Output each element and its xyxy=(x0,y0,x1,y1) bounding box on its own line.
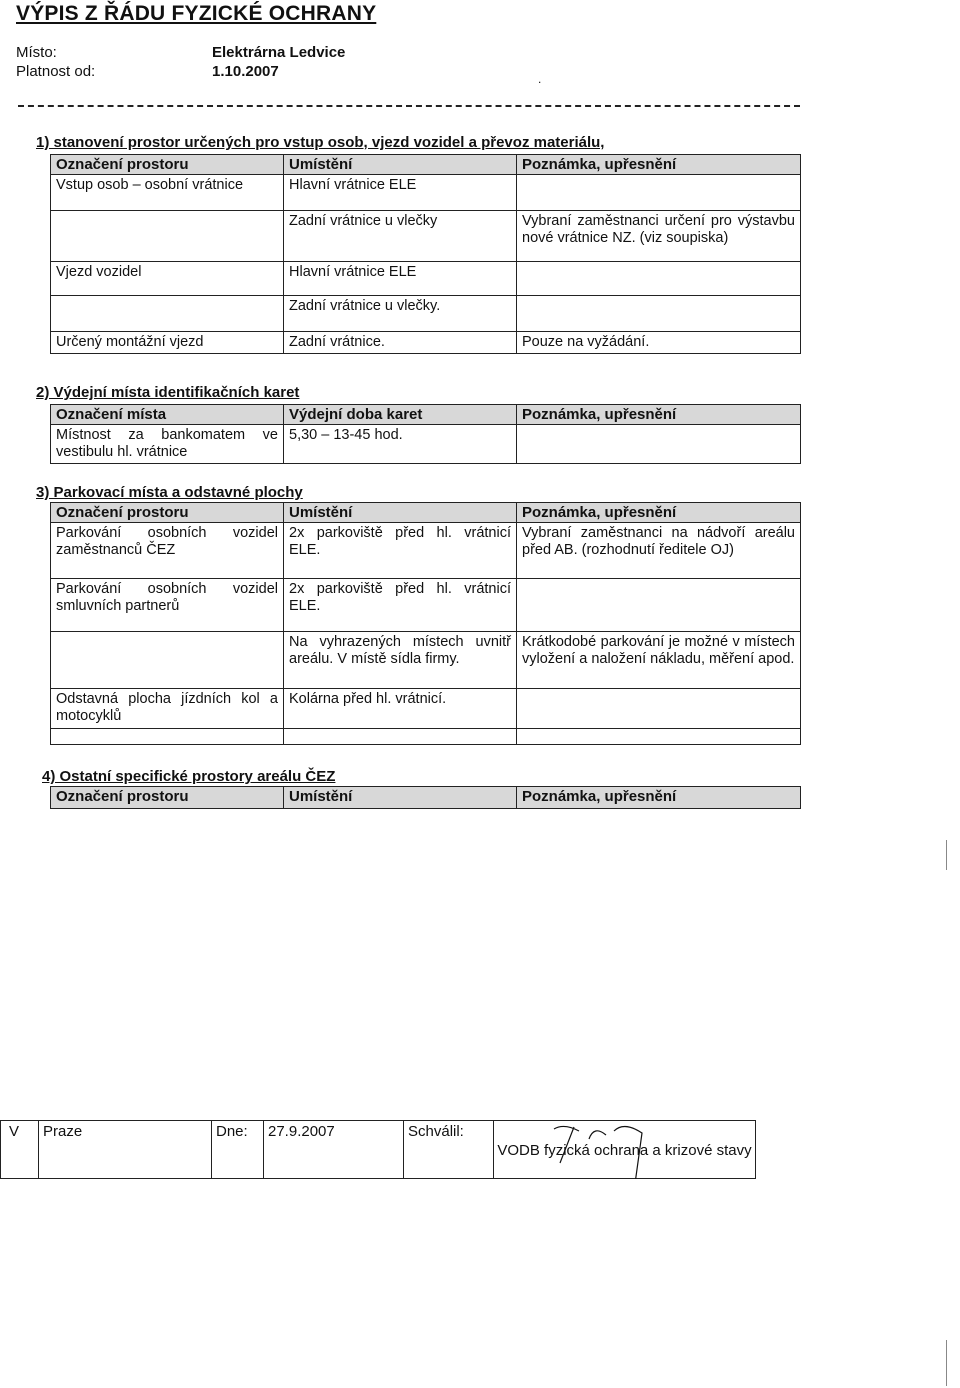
table-row xyxy=(51,579,801,632)
approver-name: VODB fyzická ochrana a krizové stavy xyxy=(497,1142,752,1159)
header-cell: Poznámka, upřesnění xyxy=(517,405,801,425)
table-cell: Odstavná plocha jízdních kol a motocyklů xyxy=(51,689,284,729)
table-cell: Parkování osobních vozidel smluvních partnerů xyxy=(51,579,284,632)
date-label: Dne: xyxy=(212,1121,264,1179)
header-cell: Označení místa xyxy=(51,405,284,425)
table-row xyxy=(51,296,801,332)
table-row xyxy=(51,332,801,354)
table-cell xyxy=(517,729,801,745)
approved-label: Schválil: xyxy=(404,1121,494,1179)
table-cell xyxy=(51,211,284,262)
table-cell xyxy=(517,425,801,464)
approver-cell xyxy=(494,1121,756,1179)
date-cell: 27.9.2007 xyxy=(264,1121,404,1179)
table-row xyxy=(51,523,801,579)
place-value: Elektrárna Ledvice xyxy=(212,44,346,61)
table-cell xyxy=(284,729,517,745)
table-header-row xyxy=(51,787,801,809)
table-header-row xyxy=(51,405,801,425)
document-title: VÝPIS Z ŘÁDU FYZICKÉ OCHRANY xyxy=(16,2,377,25)
section4-table xyxy=(50,786,801,809)
table-cell: 5,30 – 13-45 hod. xyxy=(284,425,517,464)
valid-from-value: 1.10.2007 xyxy=(212,63,279,80)
section1-heading: 1) stanovení prostor určených pro vstup osob, vjezd vozidel a převoz materiálu, xyxy=(36,134,605,151)
table-row xyxy=(51,632,801,689)
header-cell: Umístění xyxy=(284,155,517,175)
table-row xyxy=(51,211,801,262)
header-cell: Výdejní doba karet xyxy=(284,405,517,425)
section4-heading: 4) Ostatní specifické prostory areálu ČEZ xyxy=(42,768,336,785)
table-cell: Zadní vrátnice u vlečky xyxy=(284,211,517,262)
signature-table xyxy=(0,1120,756,1179)
stray-dot: . xyxy=(538,72,542,86)
valid-from-label: Platnost od: xyxy=(16,63,96,80)
table-cell: Vybraní zaměstnanci určení pro výstavbu nové vrátnice NZ. (viz soupiska) xyxy=(517,211,801,262)
table-cell: Vjezd vozidel xyxy=(51,262,284,296)
table-cell: Zadní vrátnice u vlečky. xyxy=(284,296,517,332)
section2-heading: 2) Výdejní místa identifikačních karet xyxy=(36,384,300,401)
header-cell: Poznámka, upřesnění xyxy=(517,503,801,523)
table-header-row xyxy=(51,503,801,523)
table-row xyxy=(51,175,801,211)
table-cell xyxy=(51,729,284,745)
table-cell: Kolárna před hl. vrátnicí. xyxy=(284,689,517,729)
header-cell: Umístění xyxy=(284,787,517,809)
section2-table xyxy=(50,404,801,464)
table-cell: 2x parkoviště před hl. vrátnicí ELE. xyxy=(284,523,517,579)
table-cell: Hlavní vrátnice ELE xyxy=(284,262,517,296)
table-cell xyxy=(517,175,801,211)
place-cell: Praze xyxy=(39,1121,212,1179)
header-cell: Poznámka, upřesnění xyxy=(517,787,801,809)
table-header-row xyxy=(51,155,801,175)
table-cell: Zadní vrátnice. xyxy=(284,332,517,354)
table-cell: Vybraní zaměstnanci na nádvoří areálu před AB. (rozhodnutí ředitele OJ) xyxy=(517,523,801,579)
signature-row xyxy=(1,1121,756,1179)
header-cell: Označení prostoru xyxy=(51,503,284,523)
table-row xyxy=(51,262,801,296)
section3-heading: 3) Parkovací místa a odstavné plochy xyxy=(36,484,303,501)
table-cell xyxy=(517,296,801,332)
table-cell: Parkování osobních vozidel zaměstnanců ČEZ xyxy=(51,523,284,579)
table-cell: Hlavní vrátnice ELE xyxy=(284,175,517,211)
v-label: V xyxy=(1,1121,39,1179)
table-cell xyxy=(51,632,284,689)
scan-mark xyxy=(946,840,947,870)
header-cell: Poznámka, upřesnění xyxy=(517,155,801,175)
table-cell: Vstup osob – osobní vrátnice xyxy=(51,175,284,211)
header-cell: Označení prostoru xyxy=(51,155,284,175)
table-cell xyxy=(517,689,801,729)
table-cell: Pouze na vyžádání. xyxy=(517,332,801,354)
table-cell: Určený montážní vjezd xyxy=(51,332,284,354)
table-cell xyxy=(51,296,284,332)
header-cell: Umístění xyxy=(284,503,517,523)
section3-table xyxy=(50,502,801,745)
table-row xyxy=(51,689,801,729)
table-cell: Krátkodobé parkování je možné v místech vyložení a naložení nákladu, měření apod. xyxy=(517,632,801,689)
scan-mark xyxy=(946,1340,947,1386)
table-row xyxy=(51,729,801,745)
place-label: Místo: xyxy=(16,44,57,61)
table-cell xyxy=(517,579,801,632)
table-cell: 2x parkoviště před hl. vrátnicí ELE. xyxy=(284,579,517,632)
section1-table xyxy=(50,154,801,354)
table-row xyxy=(51,425,801,464)
header-separator xyxy=(18,105,800,107)
table-cell xyxy=(517,262,801,296)
table-cell: Na vyhrazených místech uvnitř areálu. V místě sídla firmy. xyxy=(284,632,517,689)
header-cell: Označení prostoru xyxy=(51,787,284,809)
table-cell: Místnost za bankomatem ve vestibulu hl. vrátnice xyxy=(51,425,284,464)
